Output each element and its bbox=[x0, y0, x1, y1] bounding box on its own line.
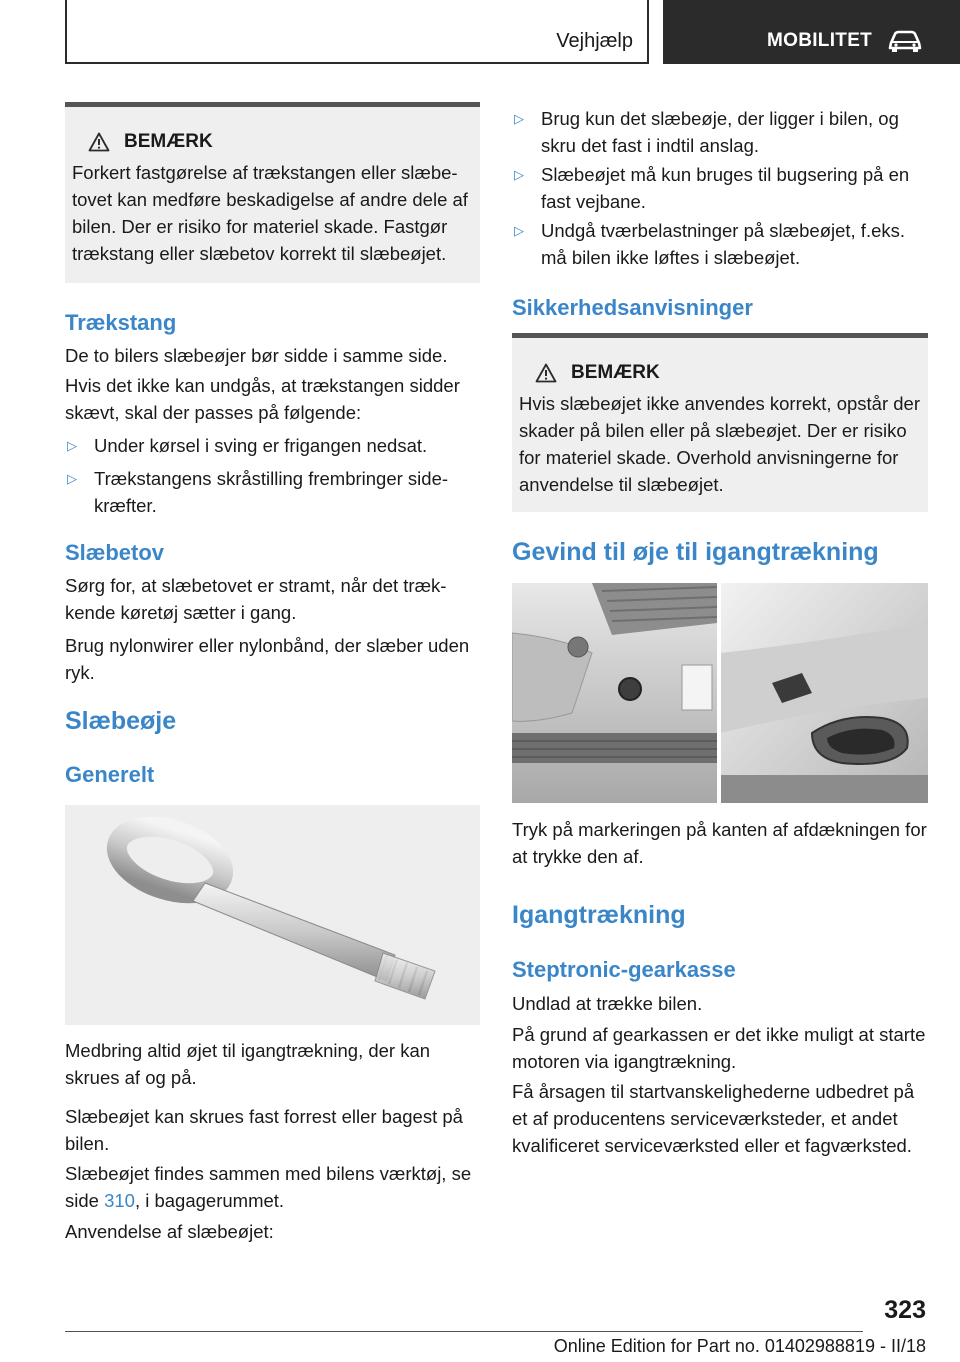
list-item: ▷ Trækstangens skråstilling frembringer sidekræfter. bbox=[65, 465, 480, 519]
heading-slaeboeje: Slæbeøje bbox=[65, 707, 177, 735]
warning-icon bbox=[88, 132, 110, 152]
heading-sikkerhed: Sikkerhedsanvisninger bbox=[512, 295, 753, 320]
section-title: Vejhjælp bbox=[556, 30, 633, 52]
tow-eye-image bbox=[65, 805, 480, 1025]
car-icon bbox=[887, 28, 923, 54]
heading-traekstang: Trækstang bbox=[65, 310, 177, 335]
notice-text: Forkert fastgørelse af trækstangen eller slæbetovet kan medføre beskadigelse af andre dele af bilen. Der er risiko for materiel skade. Fastgør trækstang eller slæbetov korrekt til slæbeøjet. bbox=[72, 162, 468, 264]
heading-gevind: Gevind til øje til igangtrækning bbox=[512, 538, 879, 566]
header-chapter-tab bbox=[663, 0, 960, 64]
paragraph: Sørg for, at slæbetovet er stramt, når det trækkende køretøj sætter i gang. bbox=[65, 575, 447, 623]
tow-eye-illustration bbox=[65, 805, 480, 1025]
header-section-tab bbox=[65, 0, 649, 64]
footer-divider bbox=[65, 1331, 863, 1332]
paragraph: På grund af gearkassen er det ikke muligt at starte motoren via igangtrækning. bbox=[512, 1024, 926, 1072]
bullet-triangle-icon: ▷ bbox=[514, 223, 524, 238]
list-item: ▷ Brug kun det slæbeøje, der ligger i bilen, og skru det fast i indtil anslag. bbox=[512, 105, 928, 159]
notice-box bbox=[512, 333, 928, 512]
heading-slaebetov: Slæbetov bbox=[65, 540, 165, 565]
list-item: ▷ Slæbeøjet må kun bruges til bugsering på en fast vejbane. bbox=[512, 161, 928, 215]
bumper-cover-image bbox=[512, 583, 928, 803]
notice-label: BEMÆRK bbox=[124, 131, 213, 152]
heading-igangtraekning: Igangtrækning bbox=[512, 901, 686, 929]
notice-label: BEMÆRK bbox=[571, 362, 660, 383]
bullet-triangle-icon: ▷ bbox=[514, 167, 524, 182]
paragraph: Slæbeøjet findes sammen med bilens værktøj, se side 310, i bagagerummet. bbox=[65, 1163, 472, 1211]
paragraph: Hvis det ikke kan undgås, at trækstangen sidder skævt, skal der passes på følgende: bbox=[65, 375, 460, 423]
bullet-triangle-icon: ▷ bbox=[514, 111, 524, 126]
warning-icon bbox=[535, 363, 557, 383]
heading-steptronic: Steptronic-gearkasse bbox=[512, 957, 736, 982]
list-item: ▷ Undgå tværbelastninger på slæbeøjet, f.eks. må bilen ikke løftes i slæbeøjet. bbox=[512, 217, 928, 271]
notice-box bbox=[65, 102, 480, 283]
chapter-title: MOBILITET bbox=[767, 30, 873, 51]
notice-text: Hvis slæbeøjet ikke anvendes korrekt, opstår der skader på bilen eller på slæbeøjet. Der er risiko for materiel skade. Overhold anvisningerne for anvendelse til slæbeøjet. bbox=[519, 393, 921, 495]
edition-text: Online Edition for Part no. 01402988819 - II/18 bbox=[553, 1336, 926, 1356]
paragraph: Medbring altid øjet til igangtrækning, der kan skrues af og på. bbox=[65, 1040, 431, 1088]
bumper-cover-illustration bbox=[512, 583, 928, 803]
paragraph: De to bilers slæbeøjer bør sidde i samme side. bbox=[65, 345, 448, 366]
paragraph: Slæbeøjet kan skrues fast forrest eller bagest på bilen. bbox=[65, 1106, 463, 1154]
list-item: ▷ Under kørsel i sving er frigangen nedsat. bbox=[65, 432, 480, 459]
heading-generelt: Generelt bbox=[65, 762, 155, 787]
paragraph: Anvendelse af slæbeøjet: bbox=[65, 1221, 274, 1242]
paragraph: Undlad at trække bilen. bbox=[512, 993, 703, 1014]
bullet-triangle-icon: ▷ bbox=[67, 471, 77, 486]
page-link[interactable]: 310 bbox=[104, 1190, 135, 1211]
bullet-triangle-icon: ▷ bbox=[67, 438, 77, 453]
paragraph: Brug nylonwirer eller nylonbånd, der slæber uden ryk. bbox=[65, 635, 470, 683]
paragraph: Få årsagen til startvanskelighederne udbedret på et af producentens serviceværksteder, et andet kvalificeret serviceværksted eller et fagværksted. bbox=[512, 1081, 915, 1156]
paragraph: Tryk på markeringen på kanten af afdækningen for at trykke den af. bbox=[512, 819, 927, 867]
page-number: 323 bbox=[884, 1296, 926, 1324]
